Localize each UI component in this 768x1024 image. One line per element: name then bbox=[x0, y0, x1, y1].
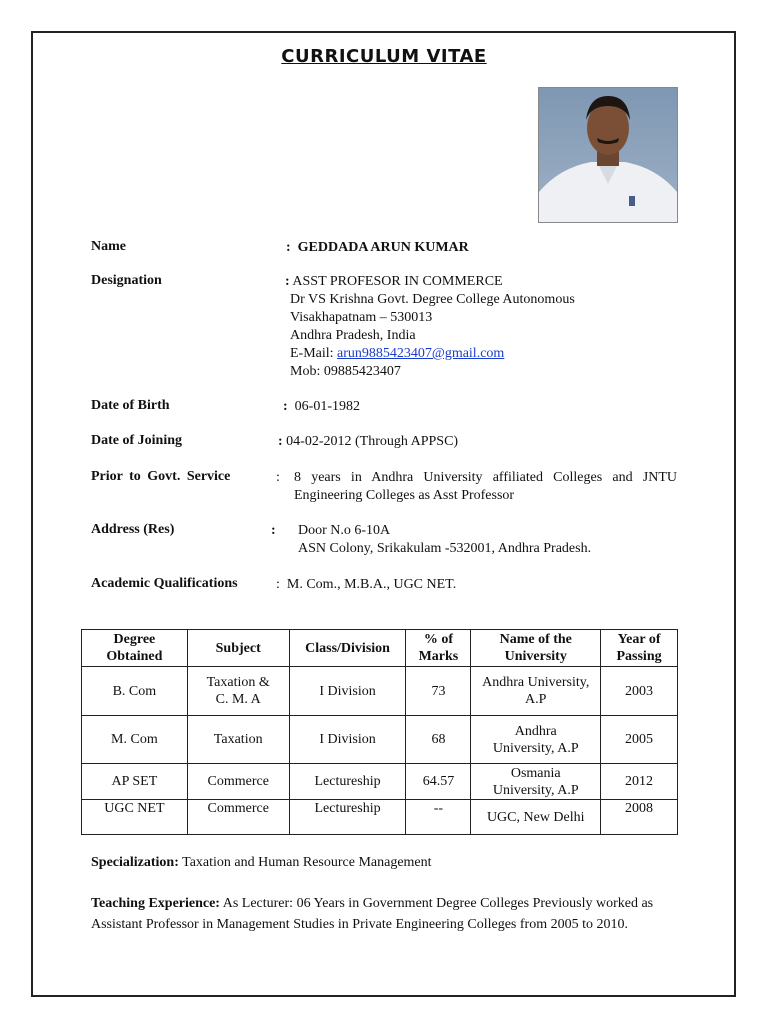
table-cell: AP SET bbox=[82, 764, 188, 800]
prior-service-line1: 8 years in Andhra University affiliated Colleges and JNTU bbox=[294, 470, 677, 485]
header-class: Class/Division bbox=[289, 630, 406, 667]
header-year: Year of Passing bbox=[601, 630, 678, 667]
address-label: Address (Res) bbox=[91, 522, 175, 537]
address-line1: Door N.o 6-10A bbox=[298, 523, 391, 538]
designation-line: Visakhapatnam – 530013 bbox=[290, 310, 433, 325]
designation-line: ASST PROFESOR IN COMMERCE bbox=[292, 274, 503, 289]
teaching-experience-paragraph bbox=[91, 893, 681, 935]
table-cell: I Division bbox=[289, 716, 406, 764]
teaching-experience-text: As Lecturer: 06 Years in Government Degree Colleges Previously worked as Assistant Professor in Management Studies in Private Engineering Colleges from 2005 to 2010. bbox=[91, 896, 654, 932]
table-cell: 2005 bbox=[601, 716, 678, 764]
doj-label: Date of Joining bbox=[91, 433, 182, 448]
doj-value: : 04-02-2012 (Through APPSC) bbox=[278, 434, 459, 449]
table-cell: Andhra University, A.P bbox=[471, 667, 601, 716]
academic-label: Academic Qualifications bbox=[91, 576, 238, 591]
table-cell: 73 bbox=[406, 667, 471, 716]
teaching-experience-label: Teaching Experience: bbox=[91, 896, 220, 911]
table-cell: Commerce bbox=[187, 800, 289, 835]
academic-value: : M. Com., M.B.A., UGC NET. bbox=[276, 577, 457, 592]
profile-photo bbox=[538, 87, 678, 223]
document-title: CURRICULUM VITAE bbox=[281, 46, 487, 67]
table-cell: UGC NET bbox=[82, 800, 188, 835]
address-line2: ASN Colony, Srikakulam -532001, Andhra Pradesh. bbox=[298, 541, 592, 556]
designation-label: Designation bbox=[91, 273, 162, 288]
table-cell: M. Com bbox=[82, 716, 188, 764]
email-link[interactable]: arun9885423407@gmail.com bbox=[337, 346, 505, 361]
table-cell: Lectureship bbox=[289, 800, 406, 835]
prior-service-colon: : bbox=[276, 470, 280, 485]
header-marks: % of Marks bbox=[406, 630, 471, 667]
prior-service-label: Prior to Govt. Service bbox=[91, 469, 231, 484]
dob-label: Date of Birth bbox=[91, 398, 170, 413]
table-cell: -- bbox=[406, 800, 471, 835]
designation-line: Andhra Pradesh, India bbox=[290, 328, 416, 343]
table-row bbox=[82, 764, 678, 800]
address-colon: : bbox=[271, 523, 276, 538]
table-row bbox=[82, 667, 678, 716]
designation-line: Dr VS Krishna Govt. Degree College Autonomous bbox=[290, 292, 575, 307]
table-cell: Taxation bbox=[187, 716, 289, 764]
portrait-image bbox=[539, 88, 677, 222]
table-cell: 2003 bbox=[601, 667, 678, 716]
table-cell: 64.57 bbox=[406, 764, 471, 800]
qualifications-table bbox=[81, 629, 678, 835]
table-cell: Taxation & C. M. A bbox=[187, 667, 289, 716]
table-cell: I Division bbox=[289, 667, 406, 716]
table-row bbox=[82, 716, 678, 764]
table-cell: 2008 bbox=[601, 800, 678, 835]
email-line: E-Mail: arun9885423407@gmail.com bbox=[290, 346, 505, 361]
table-row bbox=[82, 800, 678, 835]
specialization-label: Specialization: bbox=[91, 855, 179, 870]
header-subject: Subject bbox=[187, 630, 289, 667]
table-header-row bbox=[82, 630, 678, 667]
specialization-text: Taxation and Human Resource Management bbox=[182, 855, 432, 870]
header-degree: Degree Obtained bbox=[82, 630, 188, 667]
prior-service-line2: Engineering Colleges as Asst Professor bbox=[294, 488, 515, 503]
table-cell: Commerce bbox=[187, 764, 289, 800]
table-cell: 68 bbox=[406, 716, 471, 764]
designation-block: : ASST PROFESOR IN COMMERCE Dr VS Krishna Govt. Degree College Autonomous Visakhapatnam – 530013 Andhra Pradesh, India E-Mail: arun9885423407@gmail.com Mob: 09885423407 bbox=[285, 274, 575, 379]
name-label: Name bbox=[91, 239, 126, 254]
dob-value: : 06-01-1982 bbox=[283, 399, 360, 414]
table-cell: 2012 bbox=[601, 764, 678, 800]
name-value: : GEDDADA ARUN KUMAR bbox=[286, 240, 469, 255]
specialization-paragraph bbox=[91, 852, 681, 873]
table-cell: Andhra University, A.P bbox=[471, 716, 601, 764]
table-cell: B. Com bbox=[82, 667, 188, 716]
table-cell: UGC, New Delhi bbox=[471, 800, 601, 835]
table-cell: Lectureship bbox=[289, 764, 406, 800]
mobile-line: Mob: 09885423407 bbox=[290, 364, 401, 379]
header-university: Name of the University bbox=[471, 630, 601, 667]
table-cell: Osmania University, A.P bbox=[471, 764, 601, 800]
